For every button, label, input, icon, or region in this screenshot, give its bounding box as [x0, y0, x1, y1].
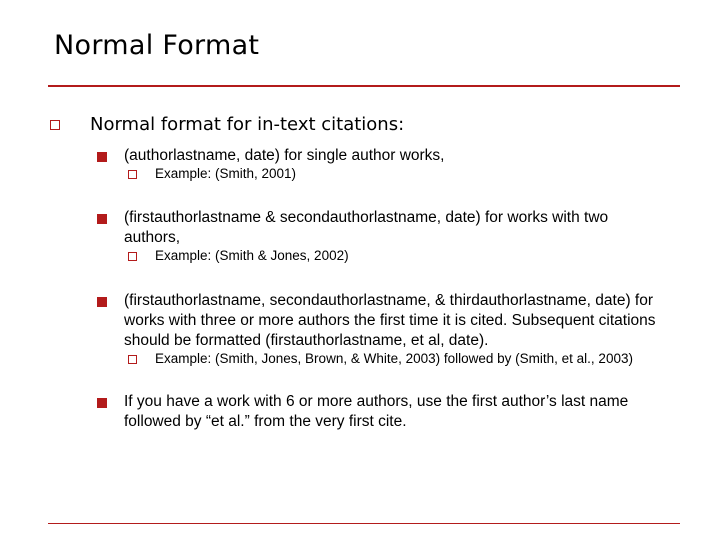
slide-title: Normal Format	[54, 30, 260, 61]
hollow-square-bullet-icon	[128, 252, 137, 261]
filled-square-bullet-icon	[97, 214, 107, 224]
filled-square-bullet-icon	[97, 297, 107, 307]
example-text-1: Example: (Smith, 2001)	[155, 166, 297, 181]
filled-square-bullet-icon	[97, 152, 107, 162]
filled-square-bullet-icon	[97, 398, 107, 408]
hollow-square-bullet-icon	[128, 355, 137, 364]
example-text-3: Example: (Smith, Jones, Brown, & White, 2003) followed by (Smith, et al., 2003)	[155, 351, 633, 366]
bullet-text-1: (authorlastname, date) for single author works,	[124, 147, 445, 164]
footer-divider	[48, 523, 680, 524]
example-text-2: Example: (Smith & Jones, 2002)	[155, 248, 349, 263]
hollow-square-bullet-icon	[50, 120, 60, 130]
bullet-text-2: (firstauthorlastname & secondauthorlastname, date) for works with two authors,	[124, 209, 609, 246]
bullet-text-4: If you have a work with 6 or more authors, use the first author’s last name followed by “et al.” from the very first cite.	[124, 393, 629, 430]
level1-bullet-text: Normal format for in-text citations:	[90, 114, 405, 135]
title-divider	[48, 85, 680, 87]
bullet-text-3: (firstauthorlastname, secondauthorlastname, & thirdauthorlastname, date) for works with three or more authors the first time it is cited. Subsequent citations should be formatted (firstauthorlastname, et al, date).	[124, 292, 656, 349]
hollow-square-bullet-icon	[128, 170, 137, 179]
